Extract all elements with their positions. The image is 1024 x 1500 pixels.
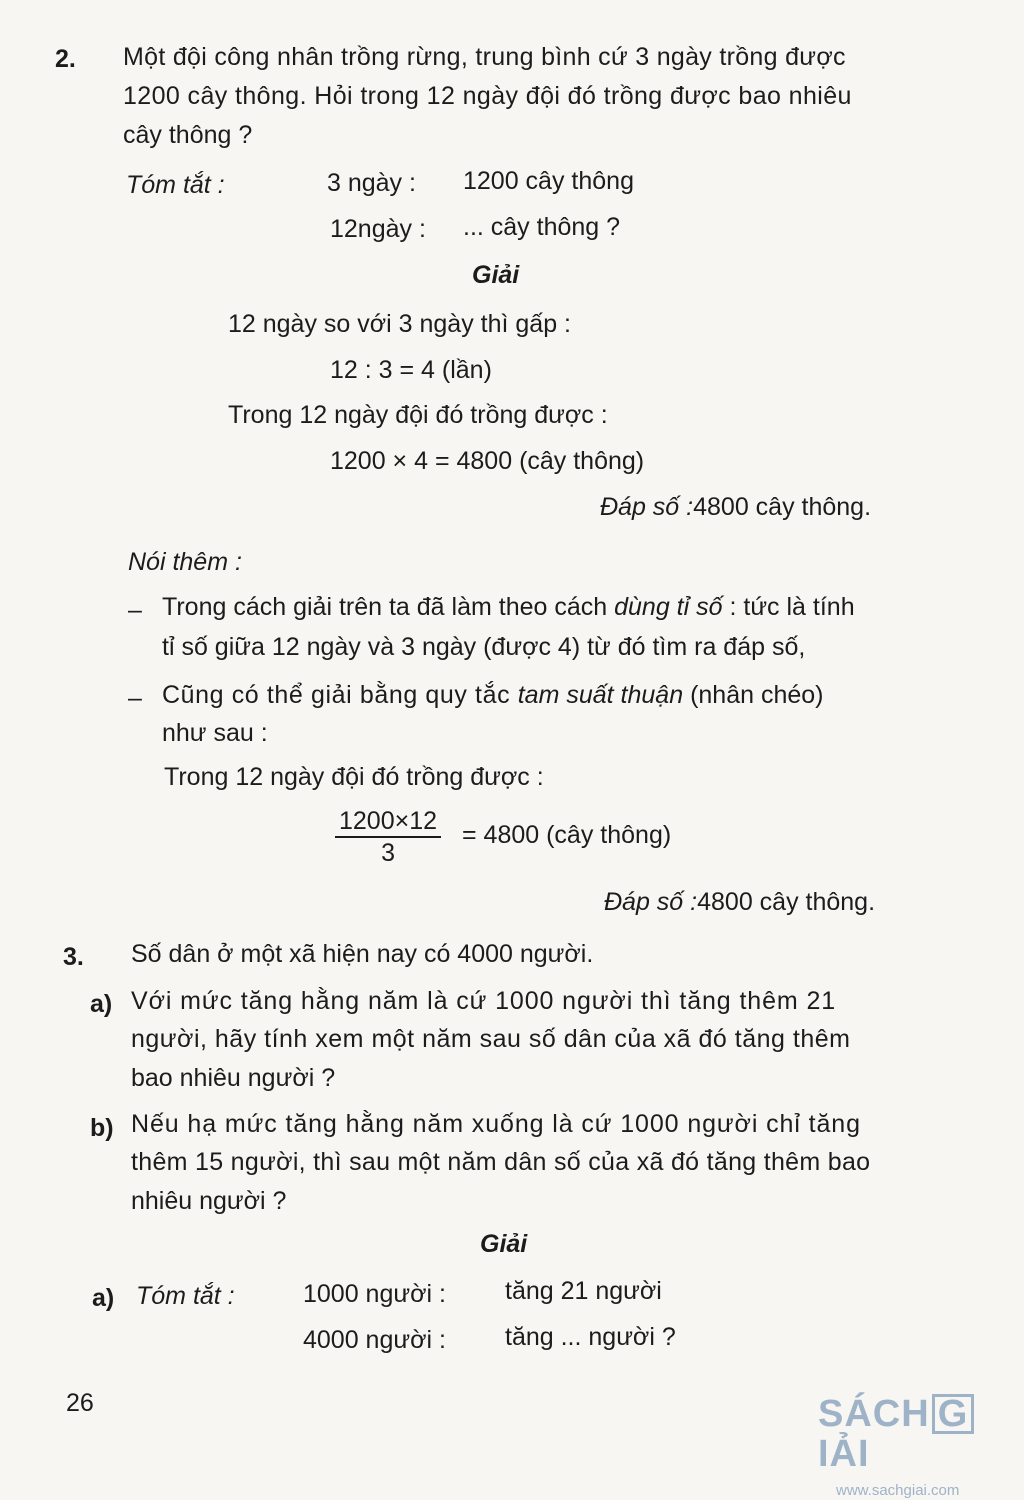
part-b-label: b) <box>90 1114 114 1142</box>
answer-label: Đáp số : <box>600 493 694 521</box>
fraction-denominator: 3 <box>381 839 395 867</box>
watermark-logo <box>818 1394 1024 1500</box>
note-1-dash: – <box>128 596 142 624</box>
fraction <box>335 806 441 868</box>
answer-2-value: 4800 cây thông. <box>697 888 876 916</box>
solution-line-1: 12 ngày so với 3 ngày thì gấp : <box>228 310 572 338</box>
alt-solution-line: Trong 12 ngày đội đó trồng được : <box>164 763 544 791</box>
note-1-line-1: Trong cách giải trên ta đã làm theo cách dùng tỉ số : tức là tính <box>162 593 855 621</box>
answer-2-label: Đáp số : <box>604 888 698 916</box>
part-b-line-2: thêm 15 người, thì sau một năm dân số của xã đó tăng thêm bao <box>131 1148 871 1176</box>
solution-heading-3: Giải <box>480 1230 528 1258</box>
solution-heading: Giải <box>472 261 520 289</box>
page-number: 26 <box>66 1389 94 1417</box>
part-a-line-2: người, hãy tính xem một năm sau số dân của xã đó tăng thêm <box>131 1025 851 1053</box>
fraction-numerator: 1200×12 <box>335 806 441 838</box>
summary-a-label: a) <box>92 1284 115 1312</box>
note-1-emphasis: dùng tỉ số <box>614 593 723 621</box>
summary-left-1: 3 ngày : <box>327 169 416 197</box>
solution-line-3: Trong 12 ngày đội đó trồng được : <box>228 401 608 429</box>
note-2-emphasis: tam suất thuận <box>517 681 684 709</box>
summary-right-2: ... cây thông ? <box>463 213 621 241</box>
watermark-g-box: G <box>932 1394 975 1434</box>
problem-2-line-3: cây thông ? <box>123 121 253 149</box>
note-2-line-1: Cũng có thể giải bằng quy tắc tam suất thuận (nhân chéo) <box>162 681 824 709</box>
problem-2-line-2: 1200 cây thông. Hỏi trong 12 ngày đội đó trồng được bao nhiêu <box>123 82 852 110</box>
problem-3-number: 3. <box>63 943 84 971</box>
summary-3-right-2: tăng ... người ? <box>505 1323 676 1351</box>
problem-2-number: 2. <box>55 45 76 73</box>
problem-2-line-1: Một đội công nhân trồng rừng, trung bình cứ 3 ngày trồng được <box>123 43 846 71</box>
part-a-line-3: bao nhiêu người ? <box>131 1064 336 1092</box>
summary-label: Tóm tắt : <box>126 171 225 199</box>
solution-line-2: 12 : 3 = 4 (lần) <box>330 356 492 384</box>
summary-right-1: 1200 cây thông <box>463 167 634 195</box>
summary-3-left-2: 4000 người : <box>303 1326 446 1354</box>
part-b-line-3: nhiêu người ? <box>131 1187 287 1215</box>
fraction-result: = 4800 (cây thông) <box>462 821 672 849</box>
part-b-line-1: Nếu hạ mức tăng hằng năm xuống là cứ 1000 người chỉ tăng <box>131 1110 861 1138</box>
summary-3-left-1: 1000 người : <box>303 1280 446 1308</box>
note-1-line-2: tỉ số giữa 12 ngày và 3 ngày (được 4) từ đó tìm ra đáp số, <box>162 633 806 661</box>
answer-2 <box>604 885 875 919</box>
part-a-line-1: Với mức tăng hằng năm là cứ 1000 người thì tăng thêm 21 <box>131 987 837 1015</box>
solution-line-4: 1200 × 4 = 4800 (cây thông) <box>330 447 645 475</box>
answer <box>600 490 871 524</box>
summary-left-2: 12ngày : <box>330 215 426 243</box>
watermark-url: www.sachgiai.com <box>836 1482 960 1499</box>
part-a-label: a) <box>90 990 113 1018</box>
watermark-title: SÁCH GIẢI <box>818 1394 1024 1474</box>
note-label: Nói thêm : <box>128 548 242 576</box>
note-2-dash: – <box>128 684 142 712</box>
problem-3-intro: Số dân ở một xã hiện nay có 4000 người. <box>131 940 594 968</box>
summary-label-3: Tóm tắt : <box>136 1282 235 1310</box>
answer-value: 4800 cây thông. <box>693 493 872 521</box>
note-2-line-2: như sau : <box>162 719 268 747</box>
summary-3-right-1: tăng 21 người <box>505 1277 662 1305</box>
